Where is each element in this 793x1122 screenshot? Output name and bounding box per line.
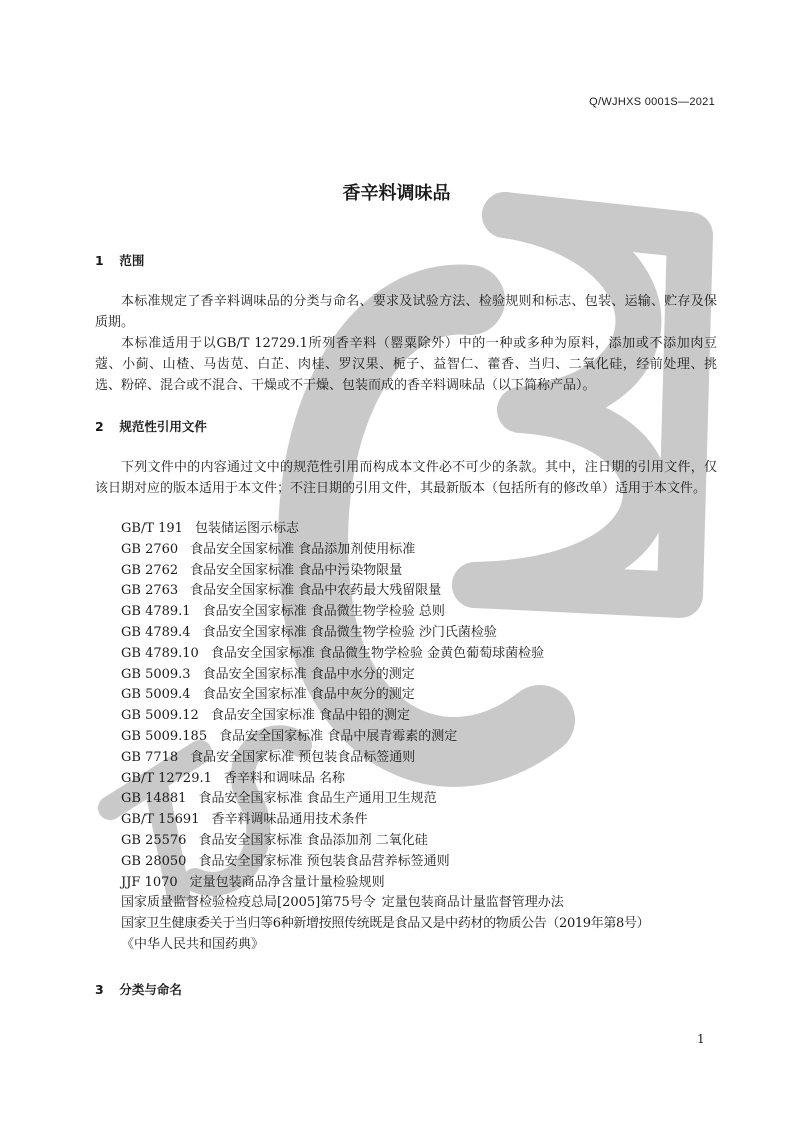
reference-list: [121, 519, 649, 956]
document-title: 香辛料调味品: [342, 183, 451, 204]
reference-title: 食品安全国家标准 食品中农药最大残留限量: [190, 583, 442, 599]
reference-title: 食品安全国家标准 食品微生物学检验 总则: [202, 604, 445, 620]
section-title: 分类与命名: [119, 982, 182, 997]
reference-title: 定量包装商品净含量计量检验规则: [189, 874, 385, 890]
reference-item: [121, 623, 649, 644]
reference-code: GB 7718: [121, 749, 179, 765]
reference-item: [121, 519, 649, 540]
scope-paragraph-1: 本标准规定了香辛料调味品的分类与命名、要求及试验方法、检验规则和标志、包装、运输、贮存及保质期。: [95, 294, 717, 330]
reference-title: 食品安全国家标准 食品中展青霉素的测定: [219, 728, 458, 744]
reference-item: [121, 914, 649, 935]
reference-item: [121, 685, 649, 706]
reference-title: 食品安全国家标准 食品微生物学检验 金黄色葡萄球菌检验: [210, 645, 545, 661]
reference-item: [121, 769, 649, 790]
reference-code: GB 2763: [121, 583, 179, 599]
section-heading-classification: [95, 980, 182, 998]
reference-item: [121, 706, 649, 727]
reference-item: [121, 727, 649, 748]
reference-item: [121, 810, 649, 831]
reference-item: [121, 748, 649, 769]
reference-title: 《中华人民共和国药典》: [121, 936, 265, 952]
reference-item: [121, 665, 649, 686]
reference-title: 食品安全国家标准 食品生产通用卫生规范: [198, 791, 437, 807]
reference-item: [121, 602, 649, 623]
reference-item: [121, 789, 649, 810]
reference-title: 食品安全国家标准 食品添加剂 二氧化硅: [198, 832, 428, 848]
reference-title: 食品安全国家标准 预包装食品营养标签通则: [198, 853, 450, 869]
reference-code: GB 28050: [121, 853, 187, 869]
reference-title: 香辛料调味品通用技术条件: [211, 812, 368, 828]
section-title: 范围: [119, 253, 145, 268]
reference-code: GB 4789.1: [121, 604, 191, 620]
page-number: 1: [697, 1032, 705, 1046]
reference-code: GB 5009.4: [121, 687, 191, 703]
reference-code: GB 14881: [121, 791, 187, 807]
reference-item: [121, 935, 649, 956]
section-heading-scope: [95, 251, 144, 269]
reference-title: 食品安全国家标准 食品微生物学检验 沙门氏菌检验: [202, 624, 497, 640]
section-number: 3: [95, 982, 104, 997]
reference-item: [121, 893, 649, 914]
reference-title: 食品安全国家标准 食品中水分的测定: [202, 666, 415, 682]
section-heading-references: [95, 417, 207, 435]
reference-item: [121, 831, 649, 852]
reference-title: 香辛料和调味品 名称: [223, 770, 346, 786]
reference-code: GB/T 191: [121, 521, 183, 536]
references-intro: 下列文件中的内容通过文中的规范性引用而构成本文件必不可少的条款。其中，注日期的引用文件，仅该日期对应的版本适用于本文件；不注日期的引用文件，其最新版本（包括所有的修改单）适用于本文件。: [95, 460, 717, 496]
reference-code: GB/T 12729.1: [121, 770, 212, 786]
reference-code: GB 4789.4: [121, 624, 191, 640]
reference-title: 食品安全国家标准 食品中灰分的测定: [202, 687, 415, 703]
reference-item: [121, 561, 649, 582]
document-code: Q/WJHXS 0001S—2021: [589, 96, 715, 108]
reference-item: [121, 644, 649, 665]
reference-code: GB 5009.3: [121, 666, 191, 682]
reference-code: GB 25576: [121, 832, 187, 848]
reference-title: 食品安全国家标准 食品中铅的测定: [210, 708, 410, 724]
reference-code: JJF 1070: [121, 874, 178, 890]
scope-paragraph-2: 本标准适用于以GB/T 12729.1所列香辛料（罂粟除外）中的一种或多种为原料，添加或不添加肉豆蔻、小蓟、山楂、马齿苋、白芷、肉桂、罗汉果、栀子、益智仁、藿香、当归、二氧化硅，经前处理、挑选、粉碎、混合或不混合、干燥或不干燥、包装而成的香辛料调味品（以下简称产品）。: [95, 336, 717, 393]
section-title: 规范性引用文件: [119, 419, 207, 434]
reference-code: GB 5009.12: [121, 708, 199, 724]
reference-code: 国家质量监督检验检疫总局[2005]第75号令: [121, 895, 376, 911]
reference-code: GB/T 15691: [121, 812, 200, 828]
section-number: 2: [95, 419, 104, 434]
reference-item: [121, 852, 649, 873]
reference-title: 包装储运图示标志: [194, 521, 299, 536]
reference-title: 国家卫生健康委关于当归等6种新增按照传统既是食品又是中药材的物质公告（2019年第8号）: [121, 916, 650, 932]
reference-item: [121, 540, 649, 561]
reference-title: 食品安全国家标准 食品添加剂使用标准: [190, 541, 416, 557]
reference-code: GB 4789.10: [121, 645, 199, 661]
reference-title: 定量包装商品计量监督管理办法: [381, 895, 564, 911]
reference-title: 食品安全国家标准 食品中污染物限量: [190, 562, 403, 578]
section-number: 1: [95, 253, 104, 268]
reference-item: [121, 581, 649, 602]
reference-code: GB 5009.185: [121, 728, 208, 744]
reference-code: GB 2760: [121, 541, 179, 557]
reference-code: GB 2762: [121, 562, 179, 578]
reference-item: [121, 873, 649, 894]
reference-title: 食品安全国家标准 预包装食品标签通则: [190, 749, 416, 765]
